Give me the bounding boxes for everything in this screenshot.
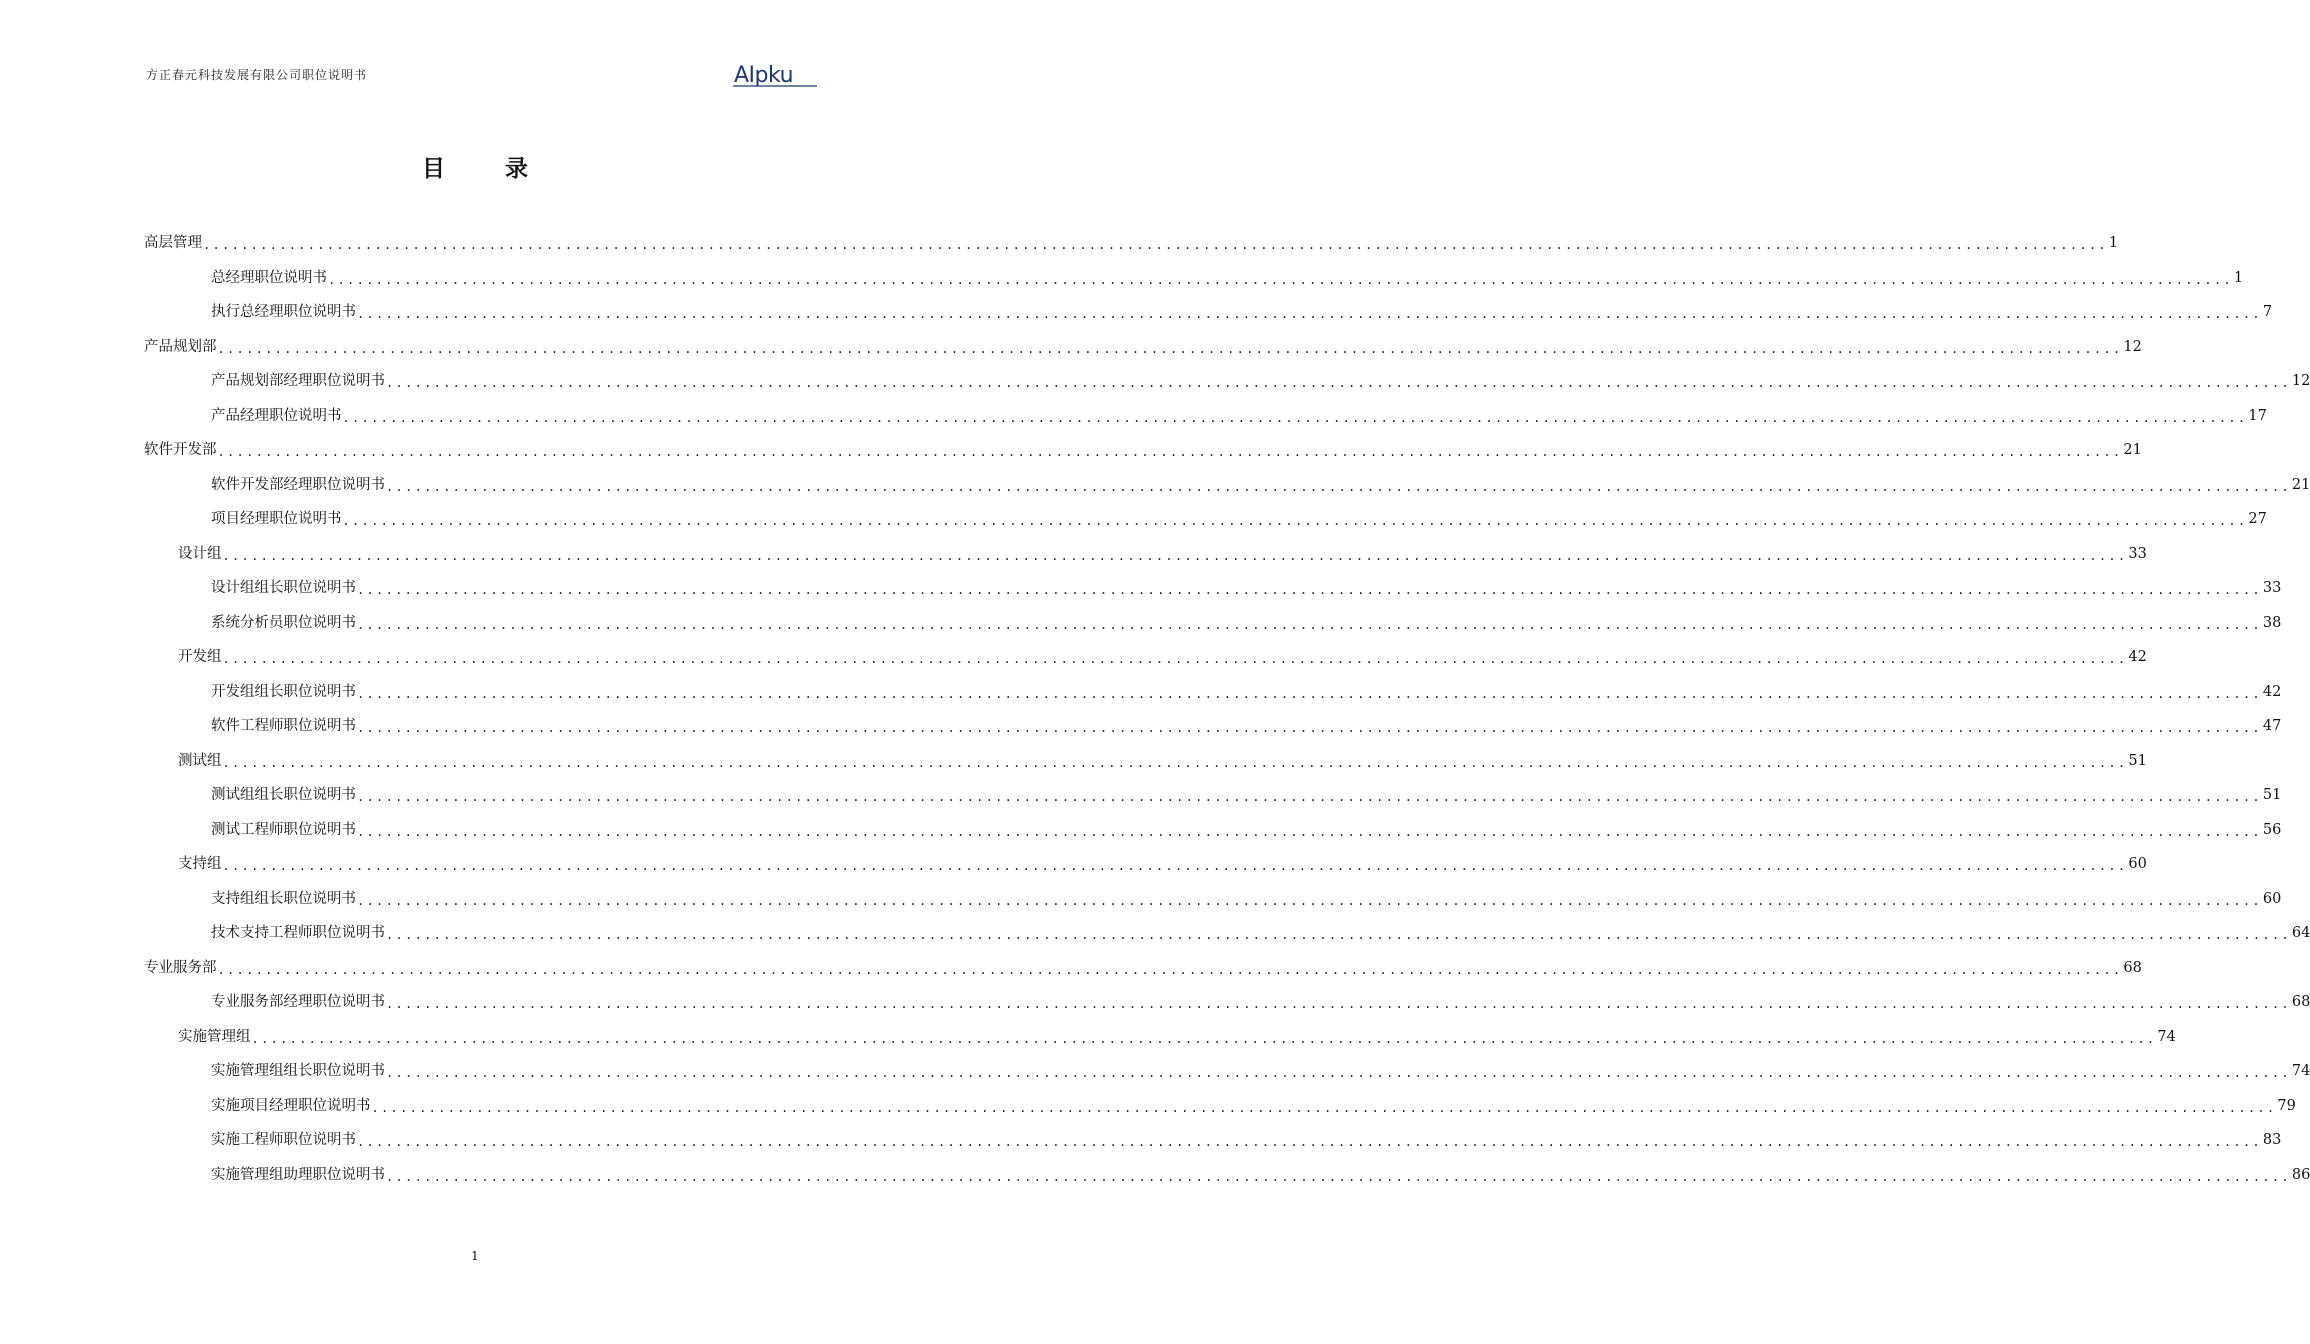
toc-leader-dots: ........................................................................................................................................................................................................ [357,1135,2262,1150]
toc-leader-dots: ........................................................................................................................................................................................................ [386,376,2291,391]
toc-entry-page: 74 [2291,1063,2310,1080]
toc-entry-page: 33 [2262,580,2282,597]
toc-entry[interactable] [211,1054,2310,1089]
toc-entry-page: 64 [2291,925,2310,942]
toc-entry-label: 实施项目经理职位说明书 [211,1097,371,1114]
toc-leader-dots: ........................................................................................................................................................................................................ [357,686,2262,701]
toc-entry-page: 1 [2108,235,2119,252]
toc-entry[interactable] [211,364,2310,399]
toc-entry-page: 1 [2233,269,2244,286]
toc-leader-dots: ........................................................................................................................................................................................................ [342,514,2248,529]
toc-entry-label: 高层管理 [144,235,202,252]
company-logo [733,58,817,88]
toc-entry-label: 实施管理组组长职位说明书 [211,1063,385,1080]
toc-entry-page: 60 [2128,856,2147,873]
toc-entry-page: 21 [2123,442,2142,459]
toc-leader-dots: ........................................................................................................................................................................................................ [386,997,2291,1012]
toc-entry-label: 实施管理组助理职位说明书 [211,1166,385,1183]
toc-entry-page: 60 [2262,890,2282,907]
toc-entry-page: 12 [2123,338,2142,355]
toc-entry-page: 7 [2262,304,2273,321]
toc-entry[interactable] [178,537,2147,572]
toc-entry[interactable] [211,261,2244,296]
toc-leader-dots: ........................................................................................................................................................................................................ [386,479,2291,494]
toc-entry-page: 51 [2262,787,2282,804]
toc-entry-page: 21 [2291,476,2310,493]
toc-entry[interactable] [211,1123,2282,1158]
toc-leader-dots: ........................................................................................................................................................................................................ [357,721,2262,736]
toc-leader-dots: ........................................................................................................................................................................................................ [386,928,2291,943]
toc-entry-page: 47 [2262,718,2282,735]
toc-entry[interactable] [211,399,2267,434]
toc-entry-page: 68 [2123,959,2142,976]
toc-entry[interactable] [178,1020,2176,1055]
toc-leader-dots: ........................................................................................................................................................................................................ [357,617,2262,632]
toc-entry[interactable] [144,330,2142,365]
toc-leader-dots: ........................................................................................................................................................................................................ [371,1100,2277,1115]
toc-entry[interactable] [178,640,2147,675]
toc-leader-dots: ........................................................................................................................................................................................................ [357,790,2262,805]
toc-entry-label: 设计组组长职位说明书 [211,580,356,597]
toc-entry-label: 支持组 [178,856,222,873]
toc-entry-label: 总经理职位说明书 [211,269,327,286]
toc-entry-label: 实施管理组 [178,1028,251,1045]
toc-entry[interactable] [211,295,2273,330]
toc-entry[interactable] [211,778,2282,813]
toc-entry-label: 实施工程师职位说明书 [211,1132,356,1149]
toc-leader-dots: ........................................................................................................................................................................................................ [222,548,2128,563]
toc-leader-dots: ........................................................................................................................................................................................................ [217,341,2123,356]
toc-leader-dots: ........................................................................................................................................................................................................ [222,755,2128,770]
toc-entry-label: 项目经理职位说明书 [211,511,342,528]
toc-leader-dots: ........................................................................................................................................................................................................ [222,652,2128,667]
toc-leader-dots: ........................................................................................................................................................................................................ [222,859,2128,874]
toc-entry-label: 软件工程师职位说明书 [211,718,356,735]
toc-entry-page: 12 [2291,373,2310,390]
toc-entry-label: 软件开发部经理职位说明书 [211,476,385,493]
toc-entry-page: 38 [2262,614,2282,631]
page-number: 1 [471,1249,479,1263]
toc-leader-dots: ........................................................................................................................................................................................................ [386,1169,2291,1184]
toc-leader-dots: ........................................................................................................................................................................................................ [342,410,2248,425]
toc-entry-page: 56 [2262,821,2282,838]
toc-leader-dots: ........................................................................................................................................................................................................ [357,893,2262,908]
toc-entry-page: 86 [2291,1166,2310,1183]
toc-leader-dots: ........................................................................................................................................................................................................ [217,962,2123,977]
toc-entry[interactable] [211,882,2282,917]
toc-entry-page: 42 [2128,649,2147,666]
toc-entry[interactable] [211,502,2267,537]
toc-entry-label: 执行总经理职位说明书 [211,304,356,321]
toc-entry[interactable] [178,744,2147,779]
toc-entry[interactable] [144,226,2119,261]
toc-entry-label: 产品规划部 [144,338,217,355]
toc-entry-page: 74 [2157,1028,2176,1045]
page-title: 目 录 [421,155,554,182]
toc-entry-page: 83 [2262,1132,2282,1149]
toc-entry-page: 42 [2262,683,2282,700]
toc-entry-label: 系统分析员职位说明书 [211,614,356,631]
toc-entry-label: 开发组组长职位说明书 [211,683,356,700]
toc-entry[interactable] [211,1158,2310,1193]
toc-entry-page: 79 [2277,1097,2296,1114]
toc-leader-dots: ........................................................................................................................................................................................................ [357,583,2262,598]
toc-entry-page: 51 [2128,752,2147,769]
toc-entry[interactable] [211,1089,2296,1124]
toc-entry-label: 软件开发部 [144,442,217,459]
toc-entry[interactable] [211,571,2282,606]
toc-entry-label: 专业服务部 [144,959,217,976]
toc-entry[interactable] [211,916,2310,951]
toc-entry-label: 测试组组长职位说明书 [211,787,356,804]
toc-leader-dots: ........................................................................................................................................................................................................ [251,1031,2157,1046]
toc-entry-page: 27 [2248,511,2267,528]
toc-entry[interactable] [211,985,2310,1020]
toc-leader-dots: ........................................................................................................................................................................................................ [357,307,2262,322]
toc-leader-dots: ........................................................................................................................................................................................................ [203,238,2108,253]
toc-entry-label: 技术支持工程师职位说明书 [211,925,385,942]
toc-entry-page: 17 [2248,407,2267,424]
toc-entry-label: 开发组 [178,649,222,666]
toc-entry[interactable] [144,433,2142,468]
toc-entry[interactable] [211,813,2282,848]
toc-entry-label: 产品规划部经理职位说明书 [211,373,385,390]
toc-entry-label: 测试工程师职位说明书 [211,821,356,838]
toc-entry[interactable] [211,606,2282,641]
toc-leader-dots: ........................................................................................................................................................................................................ [386,1066,2291,1081]
toc-entry[interactable] [211,675,2282,710]
toc-entry-label: 测试组 [178,752,222,769]
toc-entry-label: 专业服务部经理职位说明书 [211,994,385,1011]
toc-entry[interactable] [211,468,2310,503]
toc-entry-page: 33 [2128,545,2147,562]
toc-entry[interactable] [211,709,2282,744]
toc-leader-dots: ........................................................................................................................................................................................................ [357,824,2262,839]
toc-leader-dots: ........................................................................................................................................................................................................ [217,445,2123,460]
toc-entry-label: 支持组组长职位说明书 [211,890,356,907]
toc-leader-dots: ........................................................................................................................................................................................................ [328,272,2233,287]
toc-entry[interactable] [144,951,2142,986]
toc-entry-page: 68 [2291,994,2310,1011]
logo-text: AIpku [734,63,794,88]
toc-entry-label: 产品经理职位说明书 [211,407,342,424]
toc-entry[interactable] [178,847,2147,882]
toc-entry-label: 设计组 [178,545,222,562]
header-company-title: 方正春元科技发展有限公司职位说明书 [146,68,368,82]
